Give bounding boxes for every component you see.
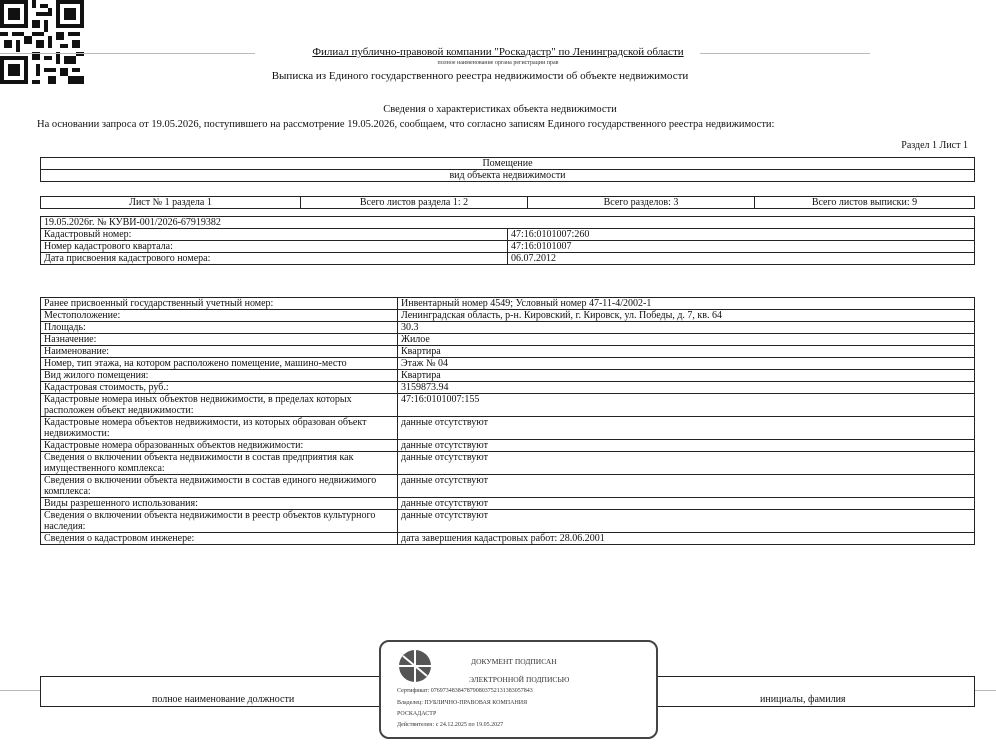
total-extract-sheets: Всего листов выписки: 9 [755,197,975,209]
stamp-line-1: ДОКУМЕНТ ПОДПИСАН [471,657,557,666]
stamp-validity: Действителен: с 24.12.2025 по 19.05.2027 [397,722,504,728]
row-value: данные отсутствуют [398,417,975,440]
table-row [41,498,975,510]
table-row [41,229,975,241]
table-row [41,417,975,440]
row-label: Виды разрешенного использования: [41,498,398,510]
row-label: Номер кадастрового квартала: [41,241,508,253]
electronic-signature-stamp [379,640,658,739]
request-date-number: 19.05.2026г. № КУВИ-001/2026-67919382 [41,217,975,229]
row-label: Сведения о включении объекта недвижимости в реестр объектов культурного наследия: [41,510,398,533]
scan-artifact-line [0,690,40,691]
row-label: Местоположение: [41,310,398,322]
row-label: Назначение: [41,334,398,346]
row-value: 3159873.94 [398,382,975,394]
row-label: Сведения о включении объекта недвижимости в состав единого недвижимого комплекса: [41,475,398,498]
row-label: Кадастровая стоимость, руб.: [41,382,398,394]
organization-subtitle: полное наименование органа регистрации прав [437,60,559,66]
table-row [41,310,975,322]
row-value: Этаж № 04 [398,358,975,370]
row-label: Площадь: [41,322,398,334]
sheets-table [40,196,975,209]
stamp-owner: Владелец: ПУБЛИЧНО-ПРАВОВАЯ КОМПАНИЯ [397,700,528,706]
object-type: Помещение [41,158,975,170]
row-value: данные отсутствуют [398,475,975,498]
divider [40,676,41,707]
table-row [41,475,975,498]
row-value: Ленинградская область, р-н. Кировский, г. Кировск, ул. Победы, д. 7, кв. 64 [398,310,975,322]
row-label: Дата присвоения кадастрового номера: [41,253,508,265]
table-row [41,394,975,417]
scan-artifact-line [975,690,996,691]
table-row [41,346,975,358]
table-row [41,510,975,533]
row-label: Кадастровый номер: [41,229,508,241]
table-row [41,533,975,545]
row-value: дата завершения кадастровых работ: 28.06.2001 [398,533,975,545]
extract-title: Выписка из Единого государственного реестра недвижимости об объекте недвижимости [271,70,689,82]
table-row [41,334,975,346]
row-value: Квартира [398,370,975,382]
row-label: Вид жилого помещения: [41,370,398,382]
row-label: Номер, тип этажа, на котором расположено помещение, машино-место [41,358,398,370]
row-label: Кадастровые номера образованных объектов недвижимости: [41,440,398,452]
sheet-number: Лист № 1 раздела 1 [41,197,301,209]
row-value: Жилое [398,334,975,346]
row-label: Сведения о кадастровом инженере: [41,533,398,545]
table-row [41,452,975,475]
total-section-sheets: Всего листов раздела 1: 2 [301,197,528,209]
table-row [41,241,975,253]
row-value: Квартира [398,346,975,358]
object-type-table [40,157,975,182]
organization-name: Филиал публично-правовой компании "Роскадастр" по Ленинградской области [312,46,684,58]
table-row [41,370,975,382]
row-label: Сведения о включении объекта недвижимости в состав предприятия как имущественного комплекса: [41,452,398,475]
basis-statement: На основании запроса от 19.05.2026, поступившего на рассмотрение 19.05.2026, сообщаем, что согласно записям Единого государственного реестра недвижимости: [37,119,775,130]
row-label: Кадастровые номера иных объектов недвижимости, в пределах которых расположен объект недвижимости: [41,394,398,417]
section-heading: Сведения о характеристиках объекта недвижимости [383,104,617,115]
table-row [41,358,975,370]
table-row [41,298,975,310]
table-row [41,440,975,452]
row-label: Наименование: [41,346,398,358]
total-sections: Всего разделов: 3 [528,197,755,209]
object-kind-caption: вид объекта недвижимости [41,170,975,182]
position-caption: полное наименование должности [152,694,295,705]
divider [974,676,975,707]
row-value: 30.3 [398,322,975,334]
roskadastr-logo-icon [397,648,433,684]
sheet-label: Раздел 1 Лист 1 [901,140,968,151]
name-caption: инициалы, фамилия [760,694,846,705]
stamp-certificate: Сертификат: 0769734838478790803752131383057843 [397,688,533,694]
table-row [41,382,975,394]
stamp-line-2: ЭЛЕКТРОННОЙ ПОДПИСЬЮ [469,675,570,684]
row-value: данные отсутствуют [398,440,975,452]
row-label: Кадастровые номера объектов недвижимости, из которых образован объект недвижимости: [41,417,398,440]
row-value: 47:16:0101007:155 [398,394,975,417]
stamp-owner-org: РОСКАДАСТР [397,711,437,717]
table-row [41,322,975,334]
row-label: Ранее присвоенный государственный учетный номер: [41,298,398,310]
registry-table [40,216,975,265]
row-value: 47:16:0101007 [508,241,975,253]
row-value: данные отсутствуют [398,452,975,475]
row-value: 06.07.2012 [508,253,975,265]
row-value: данные отсутствуют [398,498,975,510]
row-value: Инвентарный номер 4549; Условный номер 47-11-4/2002-1 [398,298,975,310]
row-value: данные отсутствуют [398,510,975,533]
row-value: 47:16:0101007:260 [508,229,975,241]
table-row [41,253,975,265]
details-table [40,297,975,545]
